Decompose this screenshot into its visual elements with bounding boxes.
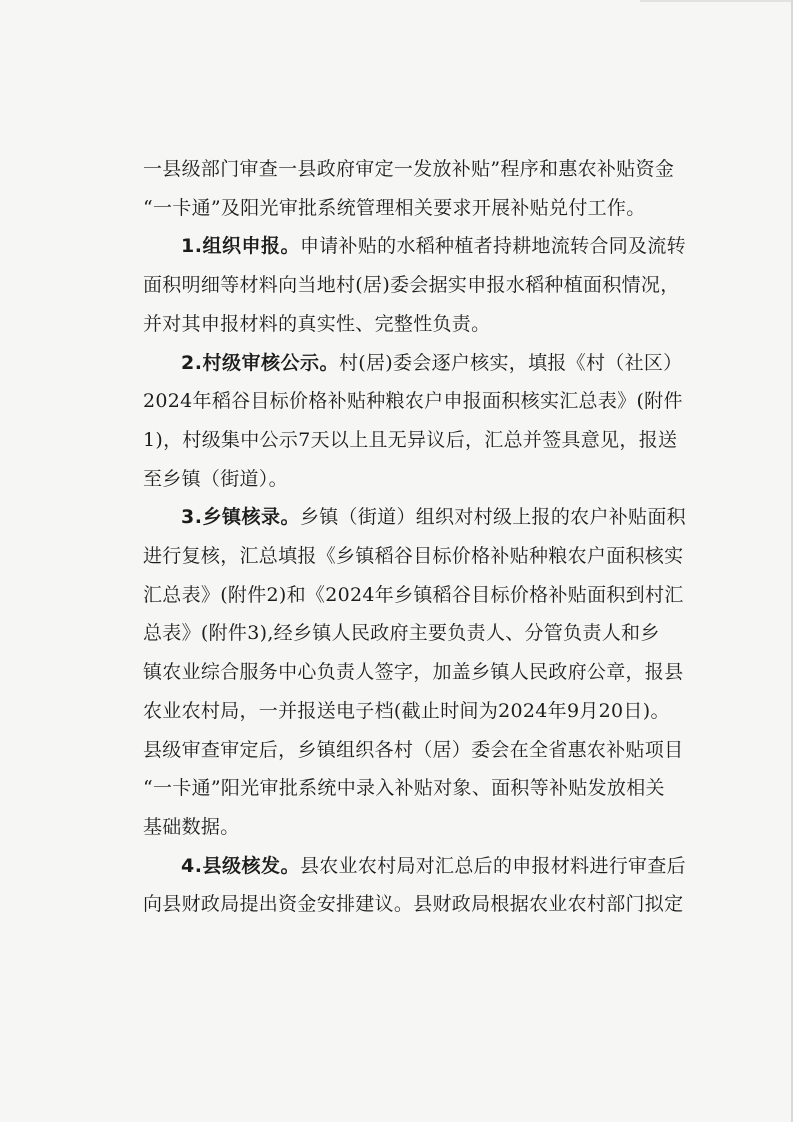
text-line: 并对其申报材料的真实性、完整性负责。 bbox=[143, 312, 491, 335]
text-line: 村(居)委会逐户核实，填报《村（社区） bbox=[338, 351, 683, 374]
text-line: 汇总表》(附件2)和《2024年乡镇稻谷目标价格补贴面积到村汇 bbox=[143, 583, 684, 606]
text-line: 县农业农村局对汇总后的申报材料进行审查后 bbox=[299, 854, 686, 877]
section-village-review bbox=[143, 344, 703, 499]
document-body bbox=[143, 150, 703, 924]
section-first-line bbox=[143, 498, 703, 537]
text-line: 乡镇（街道）组织对村级上报的农户补贴面积 bbox=[299, 506, 686, 529]
section-organize-application bbox=[143, 227, 703, 343]
intro-paragraph bbox=[143, 150, 703, 227]
section-county-issue bbox=[143, 847, 703, 924]
section-heading: 4.县级核发。 bbox=[181, 854, 300, 877]
text-line: 向县财政局提出资金安排建议。县财政局根据农业农村部门拟定 bbox=[143, 893, 684, 916]
text-line: 镇农业综合服务中心负责人签字，加盖乡镇人民政府公章，报县 bbox=[143, 661, 684, 684]
section-first-line bbox=[143, 344, 703, 383]
section-heading: 3.乡镇核录。 bbox=[181, 506, 300, 529]
text-line: 总表》(附件3),经乡镇人民政府主要负责人、分管负责人和乡 bbox=[143, 622, 660, 645]
text-line: 农业农村局，一并报送电子档(截止时间为2024年9月20日)。 bbox=[143, 699, 670, 722]
text-line: 申请补贴的水稻种植者持耕地流转合同及流转 bbox=[299, 235, 686, 258]
section-heading: 1.组织申报。 bbox=[181, 235, 300, 258]
text-line: 面积明细等材料向当地村(居)委会据实申报水稻种植面积情况， bbox=[143, 274, 680, 297]
section-heading: 2.村级审核公示。 bbox=[181, 351, 339, 374]
text-line: “一卡通”阳光审批系统中录入补贴对象、面积等补贴发放相关 bbox=[143, 777, 665, 800]
text-line: 2024年稻谷目标价格补贴种粮农户申报面积核实汇总表》(附件 bbox=[143, 390, 683, 413]
text-line: 基础数据。 bbox=[143, 815, 240, 838]
text-line: 一县级部门审查一县政府审定一发放补贴”程序和惠农补贴资金 bbox=[143, 158, 675, 180]
text-line: 至乡镇（街道）。 bbox=[143, 467, 288, 490]
text-line: 进行复核，汇总填报《乡镇稻谷目标价格补贴种粮农户面积核实 bbox=[143, 545, 684, 568]
text-line: “一卡通”及阳光审批系统管理相关要求开展补贴兑付工作。 bbox=[143, 196, 646, 219]
section-township-record bbox=[143, 498, 703, 846]
text-line: 县级审查审定后，乡镇组织各村（居）委会在全省惠农补贴项目 bbox=[143, 738, 684, 761]
text-line: 1)，村级集中公示7天以上且无异议后，汇总并签具意见，报送 bbox=[143, 428, 678, 451]
section-first-line bbox=[143, 227, 703, 266]
scan-edge-top bbox=[640, 0, 793, 2]
section-first-line bbox=[143, 847, 703, 886]
